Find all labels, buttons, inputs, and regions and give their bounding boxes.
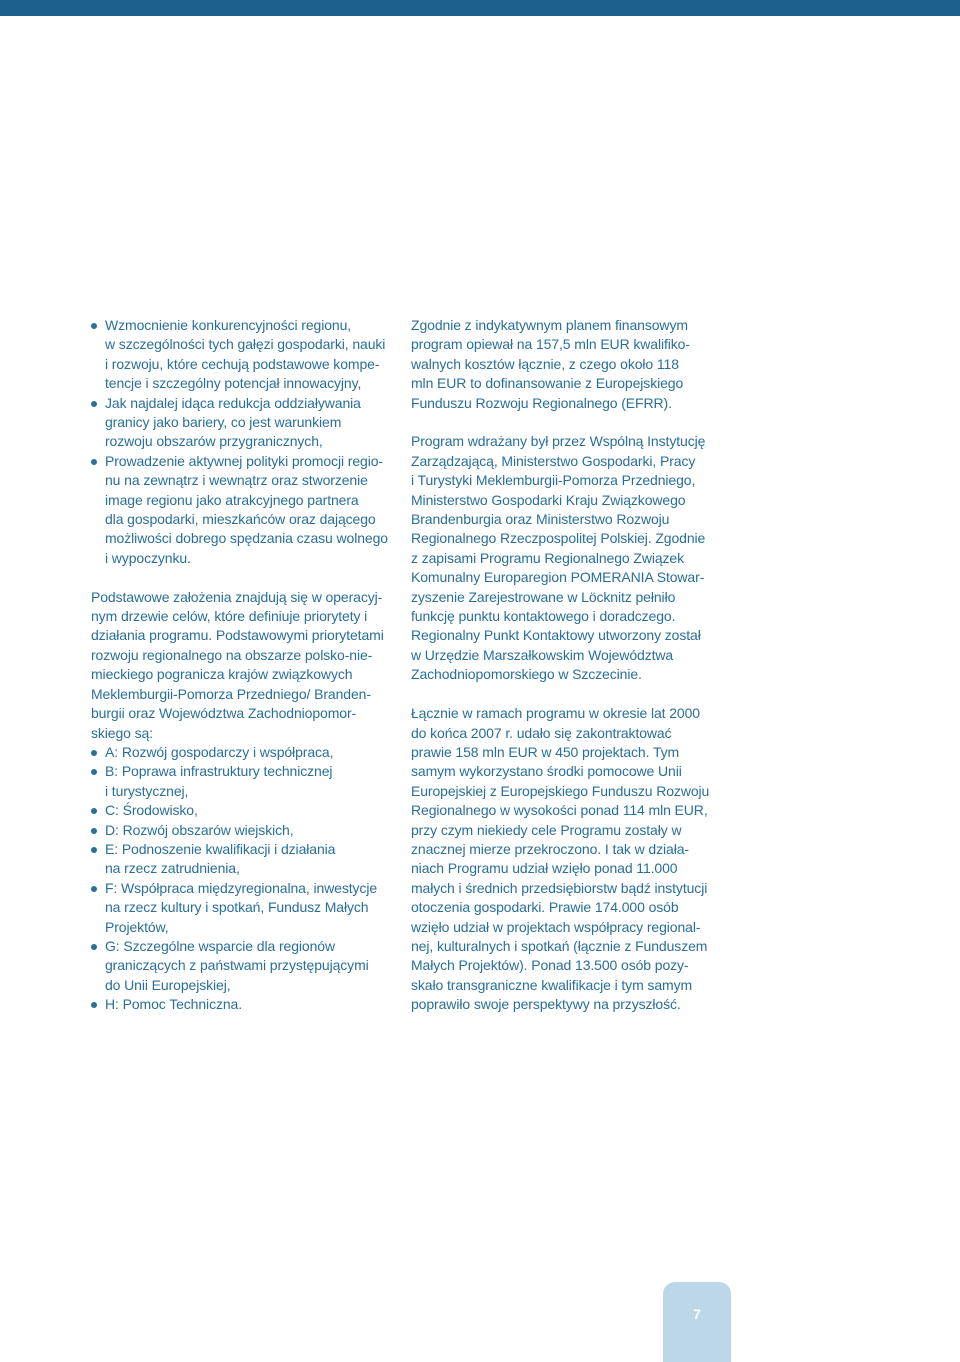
top-header-bar	[0, 0, 960, 16]
implementation-paragraph: Program wdrażany był przez Wspólną Instytucję Zarządzającą, Ministerstwo Gospodarki, Pracy i Turystyki Meklemburgii-Pomorza Przedniego, Ministerstwo Gospodarki Kraju Związkowego Brandenburgia oraz Ministerstwo Rozwoju Regionalnego Rzeczpospolitej Polskiej. Zgodnie z zapisami Programu Regionalnego Związek Komunalny Europaregion POMERANIA Stowar- zyszenie Zarejestrowane w Löcknitz pełniło funkcję punktu kontaktowego i doradczego. Regionalny Punkt Kontaktowy utworzony został w Urzędzie Marszałkowskim Województwa Zachodniopomorskiego w Szczecinie.	[411, 433, 706, 683]
bullet-item: Wzmocnienie konkurencyjności regionu, w szczególności tych gałęzi gospodarki, nauki i rozwoju, które cechują podstawowe kompe- tencje i szczególny potencjał innowacyjny,	[91, 316, 396, 394]
page-number: 7	[693, 1306, 701, 1322]
priority-item: B: Poprawa infrastruktury technicznej i turystycznej,	[91, 762, 396, 801]
priorities-list	[91, 743, 396, 1015]
priority-item: F: Współpraca międzyregionalna, inwestycje na rzecz kultury i spotkań, Fundusz Małych Projektów,	[91, 879, 396, 937]
bullet-item: Jak najdalej idąca redukcja oddziaływania granicy jako bariery, co jest warunkiem rozwoju obszarów przygranicznych,	[91, 394, 396, 452]
priority-item: D: Rozwój obszarów wiejskich,	[91, 821, 396, 840]
left-column	[91, 316, 396, 1015]
right-column	[411, 316, 721, 1015]
priority-item: C: Środowisko,	[91, 801, 396, 820]
priority-item: H: Pomoc Techniczna.	[91, 995, 396, 1014]
priority-item: G: Szczególne wsparcie dla regionów graniczących z państwami przystępującymi do Unii Europejskiej,	[91, 937, 396, 995]
financing-paragraph: Zgodnie z indykatywnym planem finansowym program opiewał na 157,5 mln EUR kwalifiko- walnych kosztów łącznie, z czego około 118 mln EUR to dofinansowanie z Europejskiego Funduszu Rozwoju Regionalnego (EFRR).	[411, 317, 690, 411]
priority-item: A: Rozwój gospodarczy i współpraca,	[91, 743, 396, 762]
priorities-intro-paragraph: Podstawowe założenia znajdują się w operacyj- nym drzewie celów, które definiuje priorytety i działania programu. Podstawowymi priorytetami rozwoju regionalnego na obszarze polsko-nie- mieckiego pogranicza krajów związkowych Meklemburgii-Pomorza Przedniego/ Branden- burgii oraz Województwa Zachodniopomor- skiego są:	[91, 588, 384, 741]
page-number-tab	[663, 1282, 731, 1362]
results-paragraph: Łącznie w ramach programu w okresie lat 2000 do końca 2007 r. udało się zakontraktować prawie 158 mln EUR w 450 projektach. Tym samym wykorzystano środki pomocowe Unii Europejskiej z Europejskiego Funduszu Rozwoju Regionalnego w wysokości ponad 114 mln EUR, przy czym niekiedy cele Programu zostały w znacznej mierze przekroczono. I tak w działa- niach Programu udział wzięło ponad 11.000 małych i średnich przedsiębiorstw bądź instytucji otoczenia gospodarki. Prawie 174.000 osób wzięło udział w projektach współpracy regional- nej, kulturalnych i spotkań (łącznie z Funduszem Małych Projektów). Ponad 13.500 osób pozy- skało transgraniczne kwalifikacje i tym samym poprawiło swoje perspektywy na przyszłość.	[411, 705, 710, 1013]
bullet-item: Prowadzenie aktywnej polityki promocji regio- nu na zewnątrz i wewnątrz oraz stworzenie image regionu jako atrakcyjnego partnera dla gospodarki, mieszkańców oraz dającego możliwości dobrego spędzania czasu wolnego i wypoczynku.	[91, 452, 396, 568]
intro-bullet-list	[91, 316, 396, 568]
priority-item: E: Podnoszenie kwalifikacji i działania na rzecz zatrudnienia,	[91, 840, 396, 879]
